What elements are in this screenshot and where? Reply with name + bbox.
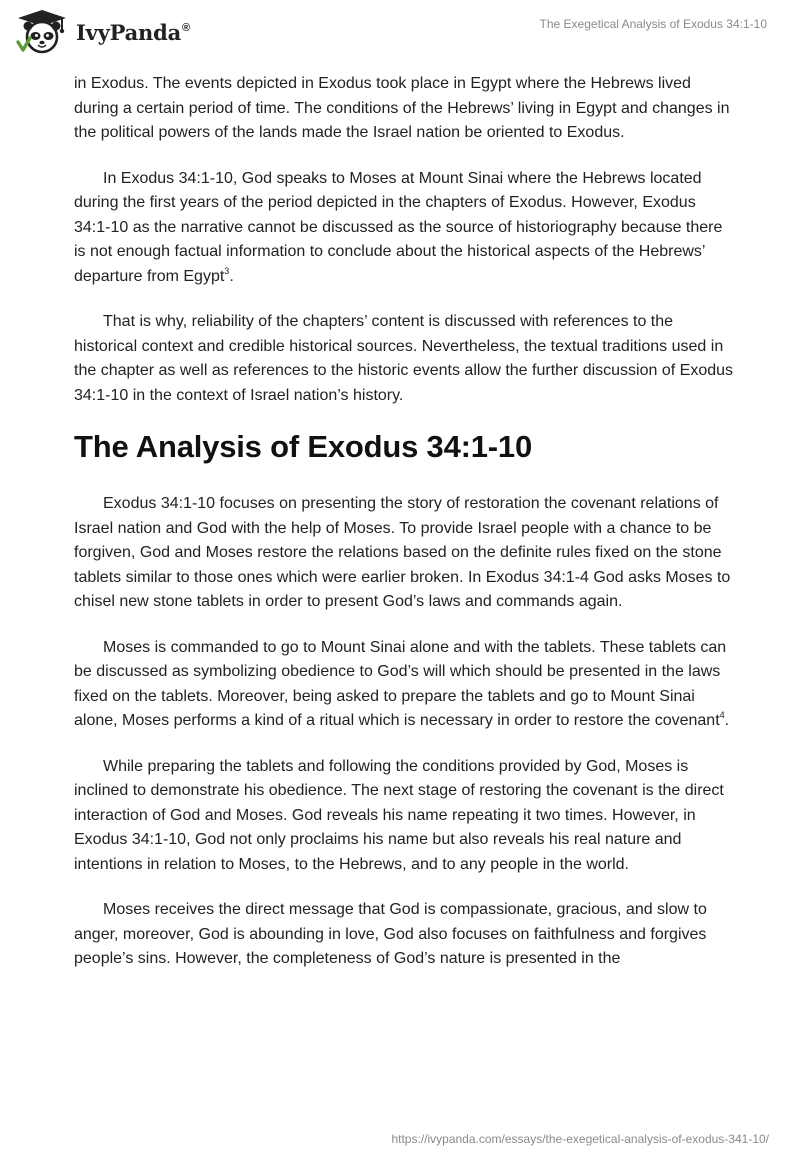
registered-mark: ® — [182, 21, 190, 34]
paragraph: Moses is commanded to go to Mount Sinai alone and with the tablets. These tablets can be discussed as symbolizing obedience to God’s will which should be presented in the laws fixed on the tablets. Moreover, being asked to prepare the tablets and go to Mount Sinai alone, Moses performs a kind of a ritual which is necessary in order to restore the covenant$^4$. — [74, 638, 730, 729]
paragraph: In Exodus 34:1-10, God speaks to Moses at Mount Sinai where the Hebrews located during the first years of the period depicted in the chapters of Exodus. However, Exodus 34:1-10 as the narrative cannot be discussed as the source of historiography because there is not enough factual information to conclude about the historical aspects of the Hebrews’ departure from Egypt$^3$. — [74, 169, 723, 285]
paragraph: Moses receives the direct message that God is compassionate, gracious, and slow to anger, moreover, God is abounding in love, God also focuses on faithfulness and forgives people’s sins. However, the completeness of God’s nature is presented in the — [74, 901, 707, 967]
paragraph: That is why, reliability of the chapters’ content is discussed with references to the historical context and credible historical sources. Nevertheless, the textual traditions used in the chapter as well as references to the historic events allow the further discussion of Exodus 34:1-10 in the context of Israel nation’s history. — [74, 313, 734, 404]
document-title: The Exegetical Analysis of Exodus 34:1-10 — [539, 17, 767, 31]
footnote-ref[interactable]: 3 — [224, 265, 230, 276]
section-heading: The Analysis of Exodus 34:1-10 — [74, 429, 533, 464]
footnote-ref[interactable]: 4 — [719, 710, 725, 720]
brand-name: IvyPanda® — [76, 19, 190, 45]
article-body — [74, 72, 734, 993]
paragraph: While preparing the tablets and following the conditions provided by God, Moses is inclined to demonstrate his obedience. The next stage of restoring the covenant is the direct interaction of God and Moses. God reveals his name repeating it two times. However, in Exodus 34:1-10, God not only proclaims his name but also reveals his real nature and intentions in relation to Moses, to the Hebrews, and to any people in the world. — [74, 757, 724, 873]
page-header — [0, 0, 800, 70]
paragraph: in Exodus. The events depicted in Exodus took place in Egypt where the Hebrews lived during a certain period of time. The conditions of the Hebrews’ living in Egypt and changes in the political powers of the lands made the Israel nation be oriented to Exodus. — [74, 75, 730, 141]
logo[interactable] — [14, 8, 190, 56]
footer-url[interactable]: https://ivypanda.com/essays/the-exegetical-analysis-of-exodus-341-10/ — [391, 1132, 769, 1146]
paragraph: Exodus 34:1-10 focuses on presenting the story of restoration the covenant relations of Israel nation and God with the help of Moses. To provide Israel people with a chance to be forgiven, God and Moses restore the relations based on the definite rules fixed on the stone tablets similar to those ones which were earlier broken. In Exodus 34:1-4 God asks Moses to chisel new stone tablets in order to present God’s laws and commands again. — [74, 495, 731, 610]
panda-graduation-cap-icon — [14, 8, 70, 56]
